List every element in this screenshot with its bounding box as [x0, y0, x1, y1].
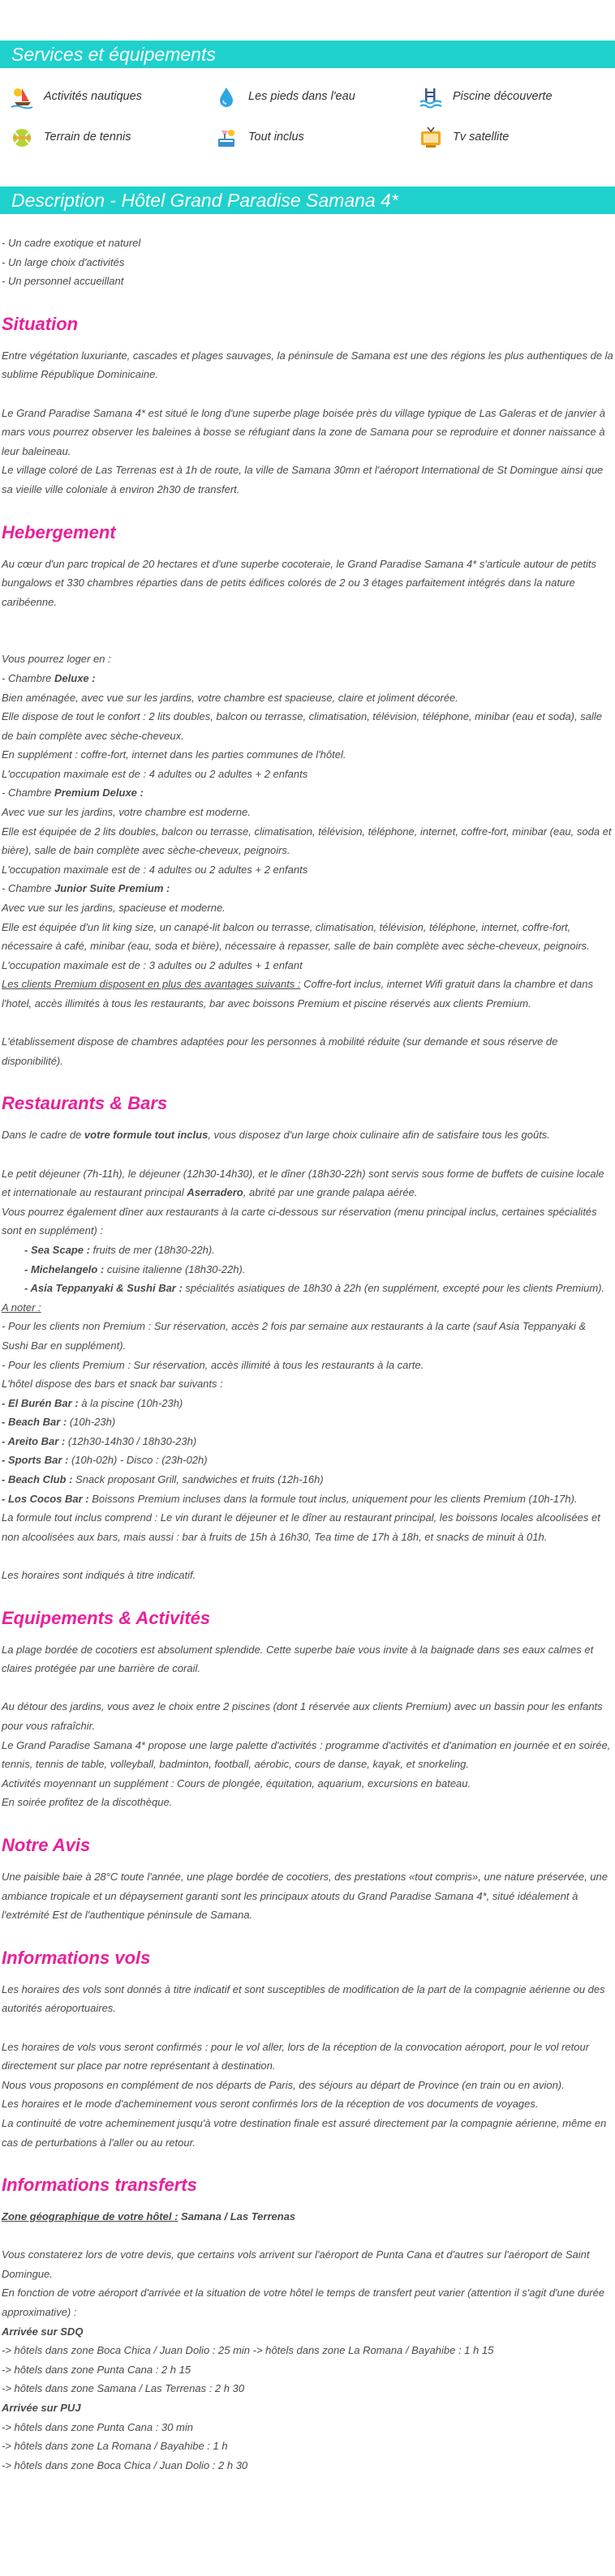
tv-icon: [419, 126, 443, 150]
equipements-paragraph: Le Grand Paradise Samana 4* propose une large palette d'activités : programme d'activités et d'animation en journée et en soirée, tennis, tennis de table, volleyball, badminton, football, aérobic, cours de danse, kayak, et snorkeling.: [2, 1738, 611, 1771]
room-line: L'occupation maximale est de : 3 adultes ou 2 adultes + 1 enfant: [2, 958, 303, 971]
sailing-icon: [10, 85, 34, 109]
room-line: Elle est équipée d'un lit king size, un canapé-lit balcon ou terrasse, climatisation, télévision, téléphone, internet, coffre-fort, nécessaire à café, minibar (eau, soda et bière), nécessaire à repasser, salle de bain complète avec sèche-cheveux, peignoirs.: [2, 920, 590, 953]
transfer-line: -> hôtels dans zone Samana / Las Terrenas : 2 h 30: [2, 2382, 245, 2395]
service-label: Piscine découverte: [453, 90, 553, 104]
service-tv: [419, 123, 615, 152]
intro-item: - Un cadre exotique et naturel: [2, 237, 141, 249]
equipements-paragraph: La plage bordée de cocotiers est absolument splendide. Cette superbe baie vous invite à la baignade dans ses eaux calmes et claires protégée par une barrière de corail.: [2, 1643, 594, 1675]
service-label: Tv satellite: [453, 131, 510, 144]
bar-beach-club: - Beach Club : Snack proposant Grill, sandwiches et fruits (12h-16h): [2, 1473, 324, 1486]
room-line: En supplément : coffre-fort, internet dans les parties communes de l'hôtel.: [2, 748, 346, 761]
bar-los-cocos: - Los Cocos Bar : Boissons Premium incluses dans la formule tout inclus, uniquement pour les clients Premium (10h-17h).: [2, 1492, 578, 1505]
avis-heading: Notre Avis: [2, 1834, 91, 1855]
equipements-paragraph: Activités moyennant un supplément : Cours de plongée, équitation, aquarium, excursions en bateau.: [2, 1777, 471, 1789]
vols-paragraph: La continuité de votre acheminement jusqu'à votre destination finale est assuré directement par la compagnie aérienne, même en cas de perturbations à l'aller ou au retour.: [2, 2116, 607, 2149]
zone-line: Zone géographique de votre hôtel : Samana / Las Terrenas: [2, 2210, 296, 2223]
equipements-paragraph: En soirée profitez de la discothèque.: [2, 1796, 173, 1809]
equipements-paragraph: Au détour des jardins, vous avez le choix entre 2 piscines (dont 1 réservée aux clients Premium) avec un bassin pour les enfants pour vous rafraîchir.: [2, 1700, 603, 1732]
all-inclusive-icon: [214, 126, 239, 150]
puj-label: Arrivée sur PUJ: [2, 2402, 81, 2415]
transfer-line: -> hôtels dans zone Boca Chica / Juan Dolio : 25 min -> hôtels dans zone La Romana / Bayahibe : 1 h 15: [2, 2344, 494, 2357]
transferts-paragraph: En fonction de votre aéroport d'arrivée et la situation de votre hôtel le temps de transfert peut varier (attention il s'agit d'une durée approximative) :: [2, 2287, 605, 2319]
restaurants-intro: Dans le cadre de votre formule tout inclus, vous disposez d'un large choix culinaire afin de satisfaire tous les goûts.: [2, 1129, 550, 1142]
hotel-page: [0, 41, 615, 2499]
vols-heading: Informations vols: [2, 1947, 151, 1968]
vols-paragraph: Nous vous proposons en complément de nos départs de Paris, des séjours au départ de Province (en train ou en avion).: [2, 2078, 565, 2091]
intro-item: - Un personnel accueillant: [2, 275, 124, 288]
avis-paragraph: Une paisible baie à 28°C toute l'année, une plage bordée de cocotiers, des prestations «tout compris», une nature préservée, une ambiance tropicale et un dépaysement garanti sont les principaux atouts du Grand Paradise Samana 4*, situé idéalement à l'extrémité Est de l'authentique péninsule de Samana.: [2, 1870, 608, 1922]
transfer-line: -> hôtels dans zone Boca Chica / Juan Dolio : 2 h 30: [2, 2458, 248, 2471]
description-header: Description - Hôtel Grand Paradise Samana 4*: [0, 186, 615, 214]
service-label: Terrain de tennis: [44, 131, 131, 144]
bar-areito: - Areito Bar : (12h30-14h30 / 18h30-23h): [2, 1434, 197, 1447]
mobility-note: L'établissement dispose de chambres adaptées pour les personnes à mobilité réduite (sur demande et sous réserve de disponibilité).: [2, 1035, 558, 1067]
bars-intro: L'hôtel dispose des bars et snack bar suivants :: [2, 1378, 223, 1391]
tennis-icon: [10, 126, 34, 150]
room-line: Avec vue sur les jardins, votre chambre est moderne.: [2, 806, 251, 819]
room-line: L'occupation maximale est de : 4 adultes ou 2 adultes + 2 enfants: [2, 863, 308, 876]
restaurant-michelangelo: - Michelangelo : cuisine italienne (18h30-22h).: [24, 1262, 246, 1275]
formula-note: La formule tout inclus comprend : Le vin durant le déjeuner et le dîner au restaurant principal, les boissons locales alcoolisées et non alcoolisées aux bars, mais aussi : bar à fruits de 15h à 16h30, Tea time de 17h à 18h, et snacks de minuit à 01h.: [2, 1511, 600, 1543]
intro-list: [2, 234, 613, 291]
equipements-heading: Equipements & Activités: [2, 1607, 211, 1628]
intro-item: - Un large choix d'activités: [2, 255, 125, 268]
service-pool: [419, 83, 615, 112]
premium-advantages: Les clients Premium disposent en plus des avantages suivants : Coffre-fort inclus, internet Wifi gratuit dans la chambre et dans l'hotel, accès illimités à tous les restaurants, bar avec boissons Premium et piscine réservés aux clients Premium.: [2, 978, 593, 1009]
situation-paragraph: Le village coloré de Las Terrenas est à 1h de route, la ville de Samana 30mn et l'aéroport International de St Domingue ainsi que sa vieille ville coloniale à environ 2h30 de transfert.: [2, 464, 604, 495]
service-label: Tout inclus: [248, 131, 304, 144]
transferts-heading: Informations transferts: [2, 2175, 197, 2196]
room-line: Elle est équipée de 2 lits doubles, balcon ou terrasse, climatisation, télévision, téléphone, internet, coffre-fort, minibar (eau, soda et bière), salle de bain complète avec sèche-cheveux, peignoirs.: [2, 825, 612, 857]
service-label: Les pieds dans l'eau: [248, 90, 355, 104]
restaurants-alacarte: Vous pourrez également dîner aux restaurants à la carte ci-dessous sur réservation (menu principal inclus, certaines spécialités sont en supplément) :: [2, 1205, 597, 1237]
bar-sports: - Sports Bar : (10h-02h) - Disco : (23h-02h): [2, 1454, 208, 1467]
service-label: Activités nautiques: [44, 90, 142, 104]
room-junior: - Chambre Junior Suite Premium :: [2, 882, 170, 895]
restaurant-sea-scape: - Sea Scape : fruits de mer (18h30-22h).: [24, 1243, 215, 1256]
note-line: - Pour les clients Premium : Sur réservation, accès illimité à tous les restaurants à la carte.: [2, 1358, 424, 1371]
note-line: - Pour les clients non Premium : Sur réservation, accès 2 fois par semaine aux restaurants à la carte (sauf Asia Teppanyaki & Sushi Bar en supplément).: [2, 1320, 587, 1352]
hours-note: Les horaires sont indiqués à titre indicatif.: [2, 1569, 196, 1582]
room-line: Bien aménagée, avec vue sur les jardins, votre chambre est spacieuse, claire et joliment décorée.: [2, 691, 458, 704]
water-drop-icon: [214, 85, 239, 109]
restaurants-main: Le petit déjeuner (7h-11h), le déjeuner (12h30-14h30), et le dîner (18h30-22h) sont servis sous forme de buffets de cuisine locale et internationale au restaurant principal Aserradero, abrité par une grande palapa aérée.: [2, 1167, 604, 1199]
room-premium: - Chambre Premium Deluxe :: [2, 787, 144, 799]
hebergement-paragraph: Au cœur d'un parc tropical de 20 hectares et d'une superbe cocoteraie, le Grand Paradise Samana 4* s'articule autour de petits bungalows et 330 chambres réparties dans de petits édifices colorés de 2 ou 3 étages parfaitement intégrés dans la nature caribéenne.: [2, 557, 596, 608]
vols-paragraph: Les horaires de vols vous seront confirmés : pour le vol aller, lors de la réception de la convocation aéroport, pour le vol retour directement sur place par notre représentant à destination.: [2, 2040, 590, 2072]
hebergement-heading: Hebergement: [2, 521, 116, 542]
restaurant-asia: - Asia Teppanyaki & Sushi Bar : spécialités asiatiques de 18h30 à 22h (en supplément, excepté pour les clients Premium).: [24, 1282, 605, 1295]
room-deluxe: - Chambre Deluxe :: [2, 671, 96, 684]
restaurants-heading: Restaurants & Bars: [2, 1093, 168, 1114]
situation-heading: Situation: [2, 313, 79, 334]
vols-paragraph: Les horaires et le mode d'acheminement vous seront confirmés lors de la réception de vos documents de voyages.: [2, 2098, 539, 2111]
note-label: A noter :: [2, 1301, 41, 1314]
lodge-intro: Vous pourrez loger en :: [2, 653, 111, 666]
service-beach: [214, 83, 419, 112]
transfer-line: -> hôtels dans zone La Romana / Bayahibe : 1 h: [2, 2440, 228, 2453]
situation-paragraph: Entre végétation luxuriante, cascades et plages sauvages, la péninsule de Samana est une des régions les plus authentiques de la sublime République Dominicaine.: [2, 349, 613, 381]
service-all-inclusive: [214, 123, 419, 152]
transferts-paragraph: Vous constaterez lors de votre devis, que certains vols arrivent sur l'aéroport de Punta Cana et d'autres sur l'aéroport de Saint Domingue.: [2, 2248, 590, 2280]
sdq-label: Arrivée sur SDQ: [2, 2325, 84, 2338]
transfer-line: -> hôtels dans zone Punta Cana : 2 h 15: [2, 2363, 191, 2376]
bar-beach: - Beach Bar : (10h-23h): [2, 1416, 116, 1429]
situation-paragraph: Le Grand Paradise Samana 4* est situé le long d'une superbe plage boisée près du village typique de Las Galeras et de janvier à mars vous pourrez observer les baleines à bosse se réfugiant dans la zone de Samana pour se reproduire et donner naissance à leur baleineau.: [2, 406, 605, 457]
vols-paragraph: Les horaires des vols sont donnés à titre indicatif et sont susceptibles de modification de la part de la compagnie aérienne ou des autorités aéroportuaires.: [2, 1982, 605, 2015]
transfer-line: -> hôtels dans zone Punta Cana : 30 min: [2, 2420, 193, 2433]
room-line: Elle dispose de tout le confort : 2 lits doubles, balcon ou terrasse, climatisation, télévision, téléphone, minibar (eau et soda), salle de bain complète avec sèche-cheveux.: [2, 710, 602, 742]
services-header: Services et équipements: [0, 41, 615, 68]
service-tennis: [10, 123, 214, 152]
pool-icon: [419, 85, 443, 109]
room-line: L'occupation maximale est de : 4 adultes ou 2 adultes + 2 enfants: [2, 767, 308, 780]
service-nautical: [10, 83, 214, 112]
bar-el-buren: - El Burén Bar : à la piscine (10h-23h): [2, 1396, 183, 1409]
room-line: Avec vue sur les jardins, spacieuse et moderne.: [2, 902, 226, 915]
services-grid: [0, 68, 615, 152]
description-content: [0, 234, 615, 2475]
